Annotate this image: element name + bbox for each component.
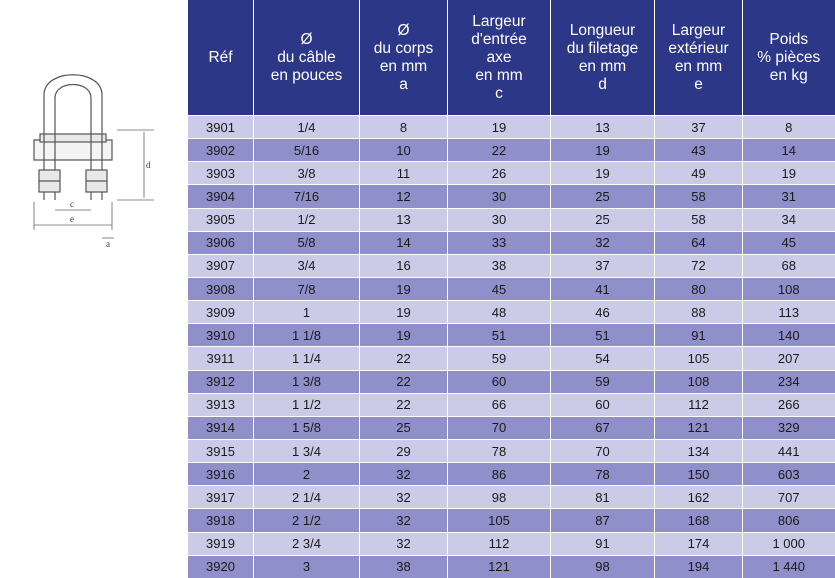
table-row (188, 185, 835, 208)
table-cell: 80 (655, 277, 743, 300)
table-cell: 1/4 (254, 116, 360, 139)
table-row (188, 486, 835, 509)
table-cell: 22 (448, 139, 551, 162)
table-cell: 26 (448, 162, 551, 185)
table-body (188, 116, 835, 578)
table-cell: 3919 (188, 532, 254, 555)
header-line: du filetage (566, 39, 639, 57)
table-cell: 45 (743, 231, 835, 254)
table-cell: 3906 (188, 231, 254, 254)
table-cell: 3911 (188, 347, 254, 370)
header-line: d (598, 75, 607, 93)
table-cell: 31 (743, 185, 835, 208)
table-cell: 14 (743, 139, 835, 162)
table-cell: 87 (551, 509, 655, 532)
header-line: en mm (674, 57, 723, 75)
table-cell: 48 (448, 301, 551, 324)
dim-label-d: d (146, 160, 151, 170)
table-cell: 19 (360, 324, 448, 347)
table-cell: 19 (743, 162, 835, 185)
table-cell: 707 (743, 486, 835, 509)
table-cell: 98 (551, 555, 655, 578)
table-cell: 1 (254, 301, 360, 324)
table-cell: 86 (448, 463, 551, 486)
table-row (188, 347, 835, 370)
header-line: e (694, 75, 703, 93)
table-cell: 19 (551, 162, 655, 185)
table-cell: 11 (360, 162, 448, 185)
table-cell: 70 (551, 439, 655, 462)
table-row (188, 231, 835, 254)
header-line: axe (486, 48, 512, 66)
table-cell: 207 (743, 347, 835, 370)
table-cell: 32 (360, 509, 448, 532)
table-cell: 22 (360, 347, 448, 370)
table-row (188, 208, 835, 231)
table-cell: 1 5/8 (254, 416, 360, 439)
table-cell: 88 (655, 301, 743, 324)
table-cell: 37 (655, 116, 743, 139)
table-cell: 19 (551, 139, 655, 162)
header-line: Largeur (472, 12, 526, 30)
table-cell: 1 440 (743, 555, 835, 578)
table-cell: 194 (655, 555, 743, 578)
header-line: d'entrée (471, 30, 527, 48)
header-line: a (399, 75, 408, 93)
header-line: en mm (379, 57, 428, 75)
table-cell: 3908 (188, 277, 254, 300)
table-cell: 30 (448, 208, 551, 231)
table-cell: 29 (360, 439, 448, 462)
table-cell: 112 (655, 393, 743, 416)
table-cell: 14 (360, 231, 448, 254)
table-cell: 105 (448, 509, 551, 532)
table-cell: 1/2 (254, 208, 360, 231)
table-cell: 91 (551, 532, 655, 555)
table-row (188, 416, 835, 439)
header-line: Ø (397, 21, 410, 39)
header-line: Longueur (569, 21, 636, 39)
table-cell: 38 (360, 555, 448, 578)
table-cell: 98 (448, 486, 551, 509)
table-cell: 603 (743, 463, 835, 486)
table-cell: 2 3/4 (254, 532, 360, 555)
table-cell: 7/16 (254, 185, 360, 208)
table-row (188, 555, 835, 578)
table-cell: 3909 (188, 301, 254, 324)
column-header-2 (360, 0, 448, 116)
table-cell: 51 (448, 324, 551, 347)
header-line: Largeur (671, 21, 726, 39)
table-cell: 41 (551, 277, 655, 300)
table-row (188, 439, 835, 462)
table-cell: 2 1/4 (254, 486, 360, 509)
table-cell: 3902 (188, 139, 254, 162)
column-header-6 (743, 0, 835, 116)
table-row (188, 254, 835, 277)
header-line: du câble (277, 48, 336, 66)
table-cell: 60 (448, 370, 551, 393)
header-line: du corps (373, 39, 434, 57)
table-cell: 58 (655, 185, 743, 208)
dim-label-a: a (106, 239, 110, 249)
table-cell: 49 (655, 162, 743, 185)
table-cell: 68 (743, 254, 835, 277)
table-cell: 13 (360, 208, 448, 231)
table-cell: 16 (360, 254, 448, 277)
table-cell: 45 (448, 277, 551, 300)
header-line: en mm (475, 66, 523, 84)
table-cell: 174 (655, 532, 743, 555)
table-row (188, 324, 835, 347)
table-cell: 58 (655, 208, 743, 231)
table-cell: 3903 (188, 162, 254, 185)
table-cell: 43 (655, 139, 743, 162)
table-cell: 66 (448, 393, 551, 416)
table-row (188, 139, 835, 162)
table-cell: 3918 (188, 509, 254, 532)
table-cell: 134 (655, 439, 743, 462)
table-header-row (188, 0, 835, 116)
table-cell: 108 (743, 277, 835, 300)
table-cell: 108 (655, 370, 743, 393)
header-line: Réf (208, 48, 233, 66)
header-line: Poids (769, 30, 809, 48)
table-cell: 121 (448, 555, 551, 578)
table-cell: 10 (360, 139, 448, 162)
table-cell: 112 (448, 532, 551, 555)
table-cell: 1 3/8 (254, 370, 360, 393)
table-cell: 329 (743, 416, 835, 439)
table-cell: 60 (551, 393, 655, 416)
table-cell: 121 (655, 416, 743, 439)
table-cell: 25 (551, 208, 655, 231)
table-cell: 113 (743, 301, 835, 324)
table-cell: 3904 (188, 185, 254, 208)
table-cell: 5/16 (254, 139, 360, 162)
table-cell: 1 000 (743, 532, 835, 555)
header-line: en pouces (270, 66, 343, 84)
table-row (188, 116, 835, 139)
header-line: en mm (578, 57, 627, 75)
table-cell: 34 (743, 208, 835, 231)
table-row (188, 509, 835, 532)
column-header-4 (551, 0, 655, 116)
table-cell: 22 (360, 393, 448, 416)
table-cell: 266 (743, 393, 835, 416)
table-cell: 3 (254, 555, 360, 578)
table-cell: 105 (655, 347, 743, 370)
dim-label-e: e (70, 214, 74, 224)
table-cell: 3917 (188, 486, 254, 509)
table-cell: 78 (551, 463, 655, 486)
table-cell: 2 1/2 (254, 509, 360, 532)
dim-label-c: c (70, 199, 74, 209)
table-row (188, 162, 835, 185)
table-cell: 3914 (188, 416, 254, 439)
column-header-0 (188, 0, 254, 116)
table-cell: 59 (551, 370, 655, 393)
column-header-5 (655, 0, 743, 116)
table-cell: 59 (448, 347, 551, 370)
table-cell: 1 3/4 (254, 439, 360, 462)
header-line: Ø (300, 30, 313, 48)
table-cell: 25 (360, 416, 448, 439)
table-cell: 162 (655, 486, 743, 509)
table-cell: 3/4 (254, 254, 360, 277)
table-cell: 234 (743, 370, 835, 393)
table-cell: 30 (448, 185, 551, 208)
column-header-1 (254, 0, 360, 116)
table-cell: 3901 (188, 116, 254, 139)
table-cell: 1 1/4 (254, 347, 360, 370)
table-row (188, 463, 835, 486)
header-line: % pièces (757, 48, 821, 66)
table-cell: 3910 (188, 324, 254, 347)
table-cell: 3915 (188, 439, 254, 462)
table-cell: 150 (655, 463, 743, 486)
table-cell: 2 (254, 463, 360, 486)
table-cell: 3916 (188, 463, 254, 486)
table-cell: 32 (360, 532, 448, 555)
table-cell: 7/8 (254, 277, 360, 300)
table-cell: 72 (655, 254, 743, 277)
table-cell: 19 (448, 116, 551, 139)
table-cell: 1 1/8 (254, 324, 360, 347)
header-line: c (495, 84, 503, 102)
table-cell: 1 1/2 (254, 393, 360, 416)
table-cell: 3905 (188, 208, 254, 231)
header-line: en kg (769, 66, 808, 84)
table-row (188, 301, 835, 324)
table-cell: 33 (448, 231, 551, 254)
wire-rope-clip-icon (22, 60, 164, 250)
table-cell: 46 (551, 301, 655, 324)
table-cell: 3/8 (254, 162, 360, 185)
table-cell: 168 (655, 509, 743, 532)
table-cell: 37 (551, 254, 655, 277)
table-row (188, 370, 835, 393)
table-cell: 441 (743, 439, 835, 462)
table-cell: 19 (360, 301, 448, 324)
table-cell: 38 (448, 254, 551, 277)
table-row (188, 393, 835, 416)
table-cell: 25 (551, 185, 655, 208)
table-cell: 32 (360, 486, 448, 509)
table-cell: 81 (551, 486, 655, 509)
table-cell: 13 (551, 116, 655, 139)
table-cell: 70 (448, 416, 551, 439)
table-cell: 22 (360, 370, 448, 393)
table-cell: 3907 (188, 254, 254, 277)
table-cell: 8 (360, 116, 448, 139)
table-cell: 3912 (188, 370, 254, 393)
table-cell: 3920 (188, 555, 254, 578)
table-cell: 78 (448, 439, 551, 462)
table-cell: 64 (655, 231, 743, 254)
table-cell: 12 (360, 185, 448, 208)
table-cell: 67 (551, 416, 655, 439)
table-cell: 32 (551, 231, 655, 254)
table-cell: 3913 (188, 393, 254, 416)
table-cell: 5/8 (254, 231, 360, 254)
table-row (188, 277, 835, 300)
table-cell: 19 (360, 277, 448, 300)
table-cell: 32 (360, 463, 448, 486)
specifications-table (187, 0, 835, 578)
table-cell: 8 (743, 116, 835, 139)
table-cell: 51 (551, 324, 655, 347)
column-header-3 (448, 0, 551, 116)
table-cell: 140 (743, 324, 835, 347)
table-cell: 91 (655, 324, 743, 347)
table-row (188, 532, 835, 555)
header-line: extérieur (668, 39, 729, 57)
table-cell: 806 (743, 509, 835, 532)
table-cell: 54 (551, 347, 655, 370)
